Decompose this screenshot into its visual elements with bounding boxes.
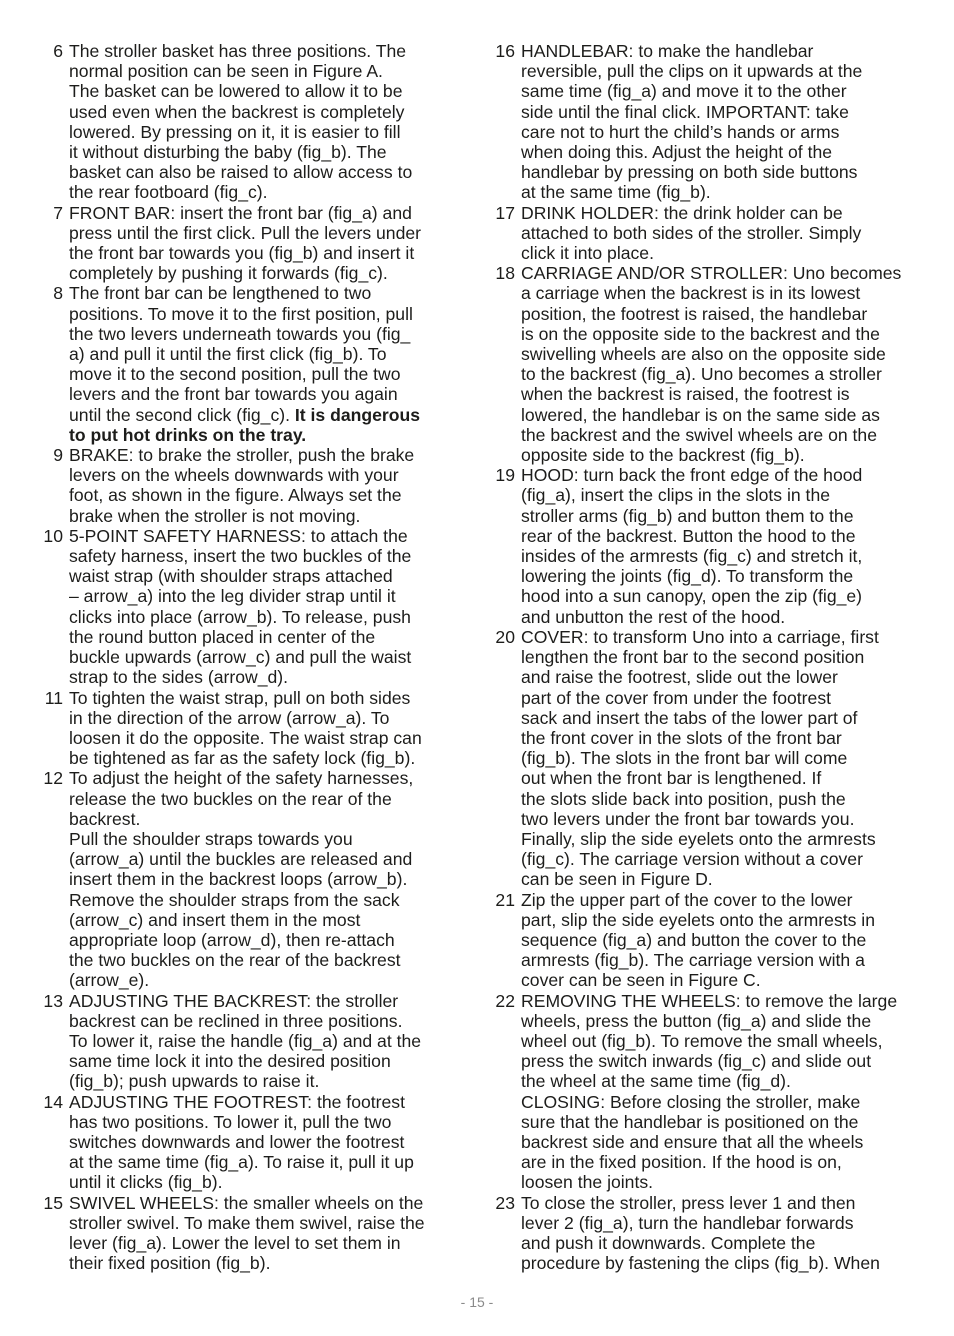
text-line: release the two buckles on the rear of the [69,788,392,809]
text-line: wheels, press the button (fig_a) and slide the [521,1010,872,1031]
right-column [490,41,910,1273]
instruction-item [38,526,458,688]
text-line: the two levers underneath towards you (fig_ [69,323,411,344]
text-line: a carriage when the backrest is in its lowest [521,283,861,304]
left-column [38,41,458,1273]
text-line: a) and pull it until the first click (fig_b). To [69,344,387,365]
text-line: the front bar towards you (fig_b) and insert it [69,243,415,264]
text-line: same time lock it into the desired position [69,1051,391,1072]
text-line: the round button placed in center of the [69,626,376,647]
text-line: part, slip the side eyelets onto the armrests in [521,909,876,930]
instruction-number: 8 [53,283,63,304]
instruction-number: 14 [43,1091,63,1112]
text-line: brake when the stroller is not moving. [69,505,361,526]
text-line: when the backrest is raised, the footrest is [521,384,850,405]
text-line: at the same time (fig_b). [521,182,711,203]
text-line: the slots slide back into position, push the [521,788,846,809]
text-line: The stroller basket has three positions. The [69,41,407,61]
text-line: ADJUSTING THE BACKREST: the stroller [69,990,399,1011]
instruction-item [490,890,910,991]
text-line: SWIVEL WHEELS: the smaller wheels on the [69,1192,424,1213]
text-line: side until the final click. IMPORTANT: take [521,101,849,122]
text-line: and raise the footrest, slide out the lower [521,667,838,688]
instruction-text [521,263,910,465]
text-line: levers on the wheels downwards with your [69,465,399,486]
text-line: CARRIAGE AND/OR STROLLER: Uno becomes [521,263,902,284]
instruction-item [490,627,910,890]
text-line: the front cover in the slots of the front bar [521,727,842,748]
text-line: (fig_c). The carriage version without a cover [521,849,863,870]
text-line: HOOD: turn back the front edge of the hood [521,465,863,486]
text-line: to the backrest (fig_a). Uno becomes a stroller [521,364,882,385]
instruction-number: 22 [495,990,515,1011]
text-fragment: until the second click (fig_c). [69,404,295,425]
text-line: positions. To move it to the first position, pull [69,303,413,324]
instruction-item [38,283,458,445]
instruction-number: 6 [53,41,63,61]
text-line: reversible, pull the clips on it upwards at the [521,61,863,82]
text-line: their fixed position (fig_b). [69,1253,271,1274]
text-line: clicks into place (arrow_b). To release, push [69,606,411,627]
instruction-text [69,526,458,688]
instruction-item [490,203,910,264]
text-line: used even when the backrest is completely [69,101,405,122]
instruction-item [38,203,458,284]
instruction-number: 15 [43,1192,63,1213]
text-line: lengthen the front bar to the second position [521,647,865,668]
text-line: lever (fig_a). Lower the level to set them in [69,1232,401,1253]
text-line: lowered. By pressing on it, it is easier to fill [69,121,401,142]
text-line: attached to both sides of the stroller. Simply [521,222,862,243]
text-line: two levers under the front bar towards you. [521,808,855,829]
instruction-text [521,41,910,203]
text-line: is on the opposite side to the backrest and the [521,323,880,344]
text-line: move it to the second position, pull the two [69,364,401,385]
text-line: (fig_b); push upwards to raise it. [69,1071,320,1092]
text-line: hood into a sun canopy, open the zip (fig_e) [521,586,863,607]
text-line: The front bar can be lengthened to two [69,283,372,304]
text-line: insides of the armrests (fig_c) and stretch it, [521,546,863,567]
instruction-text [69,445,458,526]
instruction-number: 17 [495,202,515,223]
text-line: in the direction of the arrow (arrow_a). To [69,707,390,728]
text-line: (arrow_a) until the buckles are released and [69,849,413,870]
text-line: basket can also be raised to allow access to [69,162,413,183]
text-line: strap to the sides (arrow_d). [69,667,289,688]
instruction-text [69,1193,458,1274]
text-line: COVER: to transform Uno into a carriage, first [521,626,879,647]
text-line: safety harness, insert the two buckles of the [69,546,412,567]
instruction-item [490,465,910,627]
text-line: armrests (fig_b). The carriage version with a [521,950,865,971]
text-line: the two buckles on the rear of the backrest [69,950,401,971]
instruction-item [38,1092,458,1193]
text-line: be tightened as far as the safety lock (fig_b). [69,748,416,769]
text-line: press the switch inwards (fig_c) and slide out [521,1051,872,1072]
text-line: CLOSING: Before closing the stroller, make [521,1091,861,1112]
text-line: cover can be seen in Figure C. [521,970,761,991]
text-line: To close the stroller, press lever 1 and then [521,1192,856,1213]
instruction-text [521,465,910,627]
text-line: (fig_a), insert the clips in the slots in the [521,485,831,506]
text-line: To adjust the height of the safety harnesses, [69,768,414,789]
text-line: – arrow_a) into the leg divider strap until it [69,586,396,607]
text-line: it without disturbing the baby (fig_b). The [69,142,387,163]
instruction-item [38,991,458,1092]
text-line: rear of the backrest. Button the hood to the [521,525,856,546]
text-line: wheel out (fig_b). To remove the small wheels, [521,1030,883,1051]
text-line: part of the cover from under the footrest [521,687,832,708]
text-line: lever 2 (fig_a), turn the handlebar forwards [521,1212,854,1233]
instruction-item [38,445,458,526]
instruction-number: 7 [53,202,63,223]
instruction-text [521,203,910,264]
text-line: lowered, the handlebar is on the same side as [521,404,880,425]
warning-text: It is dangerous [294,404,421,425]
instruction-text [69,991,458,1092]
text-line: out when the front bar is lengthened. If [521,768,822,789]
text-line: To lower it, raise the handle (fig_a) and at the [69,1030,422,1051]
instruction-number: 16 [495,41,515,61]
text-line: click it into place. [521,243,654,264]
text-line: the backrest and the swivel wheels are on the [521,424,877,445]
instruction-text [69,1092,458,1193]
text-line: when doing this. Adjust the height of the [521,142,833,163]
instruction-text [521,1193,910,1274]
text-line: appropriate loop (arrow_d), then re-attach [69,929,395,950]
text-line: and unbutton the rest of the hood. [521,606,786,627]
text-line: (arrow_e). [69,970,150,991]
text-line: 5-POINT SAFETY HARNESS: to attach the [69,525,408,546]
text-line: has two positions. To lower it, pull the two [69,1111,392,1132]
text-line: Finally, slip the side eyelets onto the armrests [521,828,876,849]
instruction-item [38,41,458,203]
text-line: backrest can be reclined in three positions. [69,1010,403,1031]
text-line: normal position can be seen in Figure A. [69,61,383,82]
text-line: backrest. [69,808,141,829]
text-line: To tighten the waist strap, pull on both sides [69,687,411,708]
text-line: until it clicks (fig_b). [69,1172,223,1193]
text-line: loosen it do the opposite. The waist strap can [69,727,422,748]
instruction-item [490,263,910,465]
instruction-text [69,203,458,284]
text-line: stroller swivel. To make them swivel, raise the [69,1212,425,1233]
instruction-item [490,991,910,1193]
text-line: the rear footboard (fig_c). [69,182,268,203]
text-line: levers and the front bar towards you again [69,384,398,405]
instruction-number: 10 [43,525,63,546]
text-line: insert them in the backrest loops (arrow_b). [69,869,408,890]
instruction-text [521,991,910,1193]
text-line: procedure by fastening the clips (fig_b). When [521,1253,880,1274]
text-line: at the same time (fig_a). To raise it, pull it up [69,1152,414,1173]
instruction-text [521,627,910,890]
instruction-item [38,1193,458,1274]
text-line: stroller arms (fig_b) and button them to the [521,505,854,526]
text-line: handlebar by pressing on both side buttons [521,162,858,183]
text-line: (arrow_c) and insert them in the most [69,909,361,930]
instruction-number: 18 [495,263,515,284]
instruction-text [69,41,458,203]
text-line: REMOVING THE WHEELS: to remove the large [521,990,898,1011]
text-line: position, the footrest is raised, the handlebar [521,303,868,324]
text-line: are in the fixed position. If the hood is on, [521,1152,842,1173]
text-line: Zip the upper part of the cover to the lower [521,889,853,910]
text-line: Remove the shoulder straps from the sack [69,889,400,910]
text-line: sure that the handlebar is positioned on the [521,1111,859,1132]
text-line: HANDLEBAR: to make the handlebar [521,41,814,61]
text-line: swivelling wheels are also on the opposite side [521,344,886,365]
text-line: opposite side to the backrest (fig_b). [521,445,805,466]
text-line: foot, as shown in the figure. Always set the [69,485,402,506]
instruction-number: 13 [43,990,63,1011]
text-line: completely by pushing it forwards (fig_c). [69,263,388,284]
instruction-text [69,688,458,769]
instruction-text [69,283,458,445]
text-line: sequence (fig_a) and button the cover to the [521,929,867,950]
text-line: buckle upwards (arrow_c) and pull the waist [69,647,412,668]
text-line: The basket can be lowered to allow it to be [69,81,403,102]
text-line: the wheel at the same time (fig_d). [521,1071,791,1092]
text-line: FRONT BAR: insert the front bar (fig_a) and [69,202,412,223]
text-line [69,425,458,445]
instruction-number: 11 [44,687,63,708]
text-line: switches downwards and lower the footrest [69,1131,405,1152]
instruction-item [38,688,458,769]
text-line: (fig_b). The slots in the front bar will come [521,748,848,769]
text-line: BRAKE: to brake the stroller, push the brake [69,445,415,466]
text-line: backrest side and ensure that all the wheels [521,1131,864,1152]
instruction-text [521,890,910,991]
instruction-number: 12 [43,768,63,789]
instruction-number: 21 [495,889,515,910]
instruction-item [490,41,910,203]
text-line [69,405,458,425]
instruction-number: 19 [495,465,515,486]
instruction-item [38,768,458,990]
instruction-number: 23 [495,1192,515,1213]
text-line: press until the first click. Pull the levers under [69,222,422,243]
text-line: and push it downwards. Complete the [521,1232,816,1253]
text-line: ADJUSTING THE FOOTREST: the footrest [69,1091,405,1112]
warning-text: to put hot drinks on the tray. [69,424,307,445]
text-line: same time (fig_a) and move it to the other [521,81,847,102]
instruction-item [490,1193,910,1274]
instruction-text [69,768,458,990]
text-line: Pull the shoulder straps towards you [69,828,353,849]
text-line: care not to hurt the child’s hands or arms [521,121,840,142]
instruction-number: 20 [495,626,515,647]
page-number: - 15 - [460,1294,494,1310]
instruction-number: 9 [53,445,63,466]
text-line: DRINK HOLDER: the drink holder can be [521,202,843,223]
text-line: can be seen in Figure D. [521,869,713,890]
text-line: lowering the joints (fig_d). To transform the [521,566,854,587]
text-line: sack and insert the tabs of the lower part of [521,707,858,728]
text-line: waist strap (with shoulder straps attached [69,566,393,587]
text-line: loosen the joints. [521,1172,654,1193]
